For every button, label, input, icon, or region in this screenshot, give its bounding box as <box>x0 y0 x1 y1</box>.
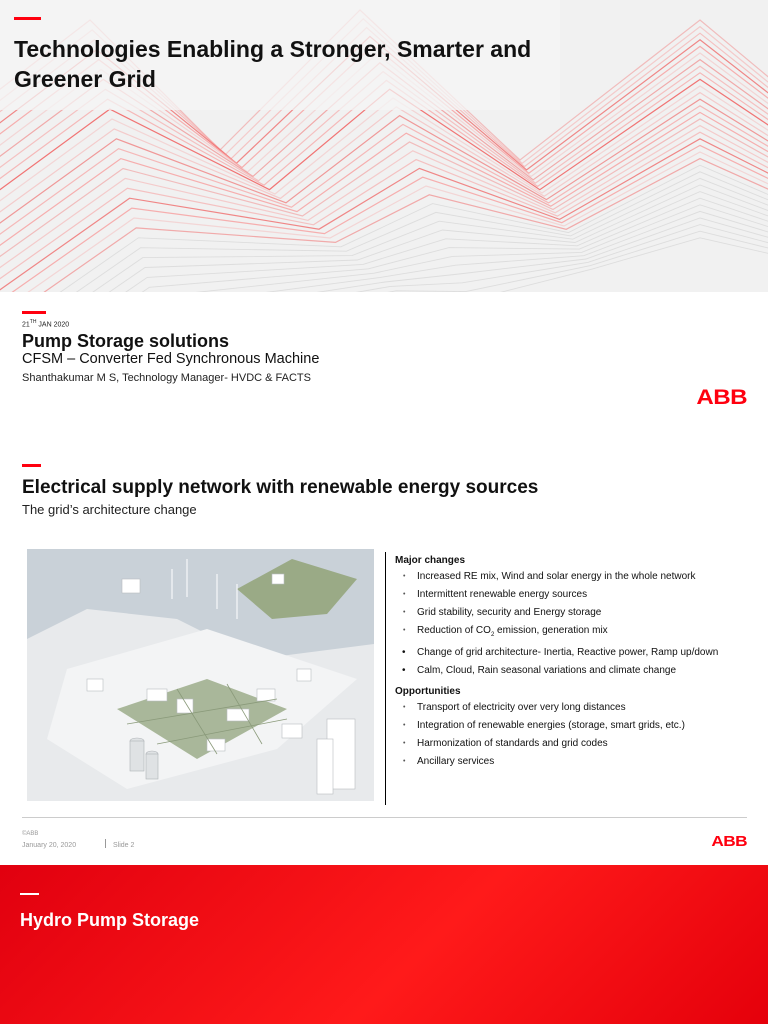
list-item: • Grid stability, security and Energy storage <box>403 607 602 618</box>
footer-slide-number: Slide 2 <box>113 842 135 849</box>
abb-logo: ABB <box>711 833 747 850</box>
wave-line <box>0 93 768 241</box>
abb-logo: ABB <box>696 386 747 409</box>
wave-line <box>0 139 768 292</box>
wave-line <box>0 159 768 292</box>
accent-bar <box>20 893 39 895</box>
grid-illustration-drawing <box>27 549 374 801</box>
list-item: • Reduction of $CO_2$ emission, generation mix <box>403 625 608 638</box>
section-title: Hydro Pump Storage <box>20 910 200 930</box>
footer-date: January 20, 2020 <box>22 842 77 849</box>
accent-bar <box>22 311 46 314</box>
slide-electrical-supply-network <box>0 440 768 865</box>
presenter-name: Shanthakumar M S, Technology Manager- HVDC & FACTS <box>22 372 311 384</box>
column-divider <box>385 552 386 805</box>
list-item: • Calm, Cloud, Rain seasonal variations and climate change <box>402 665 677 676</box>
accent-bar <box>22 464 41 467</box>
bullet-content <box>395 555 745 777</box>
bullet-icon: • <box>403 740 406 747</box>
opportunities-list <box>395 702 745 768</box>
list-item: • Harmonization of standards and grid codes <box>403 738 608 749</box>
bullet-icon: • <box>403 627 406 634</box>
slide-pump-storage-intro <box>0 292 768 440</box>
major-changes-heading: Major changes <box>395 555 466 566</box>
wave-line <box>0 119 768 285</box>
opportunities-heading: Opportunities <box>395 686 461 697</box>
list-item: • Increased RE mix, Wind and solar energy in the whole network <box>403 571 696 582</box>
list-item: • Change of grid architecture- Inertia, Reactive power, Ramp up/down <box>402 647 719 658</box>
bullet-icon: • <box>403 758 406 765</box>
wave-line <box>0 145 768 292</box>
list-item: • Integration of renewable energies (storage, smart grids, etc.) <box>403 720 685 731</box>
bullet-icon: • <box>403 704 406 711</box>
bullet-icon: • <box>403 591 406 598</box>
presentation-date: 21TH JAN 2020 <box>22 319 70 329</box>
wave-line <box>0 165 768 292</box>
bullet-icon: • <box>403 573 406 580</box>
bullet-icon: • <box>402 665 406 676</box>
bullet-icon: • <box>403 722 406 729</box>
presentation-subtitle: CFSM – Converter Fed Synchronous Machine <box>22 351 320 367</box>
slide-title: Electrical supply network with renewable energy sources <box>22 477 539 498</box>
footer-separator <box>105 839 106 848</box>
bullet-icon: • <box>402 647 406 658</box>
slide-title-cover <box>0 0 768 292</box>
footer-copyright: ©ABB <box>22 831 39 837</box>
accent-bar <box>14 17 41 20</box>
footer-divider <box>22 817 747 818</box>
slide-subtitle: The grid’s architecture change <box>22 502 197 517</box>
cover-title: Technologies Enabling a Stronger, Smarter and Greener Grid <box>14 36 532 92</box>
list-item: • Transport of electricity over very long distances <box>403 702 626 713</box>
list-item: • Ancillary services <box>403 756 495 767</box>
list-item: • Intermittent renewable energy sources <box>403 589 588 600</box>
presentation-title: Pump Storage solutions <box>22 331 230 351</box>
grid-illustration-image <box>27 549 374 801</box>
major-changes-list <box>395 571 745 677</box>
slide-hydro-pump-storage <box>0 865 768 1024</box>
bullet-icon: • <box>403 609 406 616</box>
